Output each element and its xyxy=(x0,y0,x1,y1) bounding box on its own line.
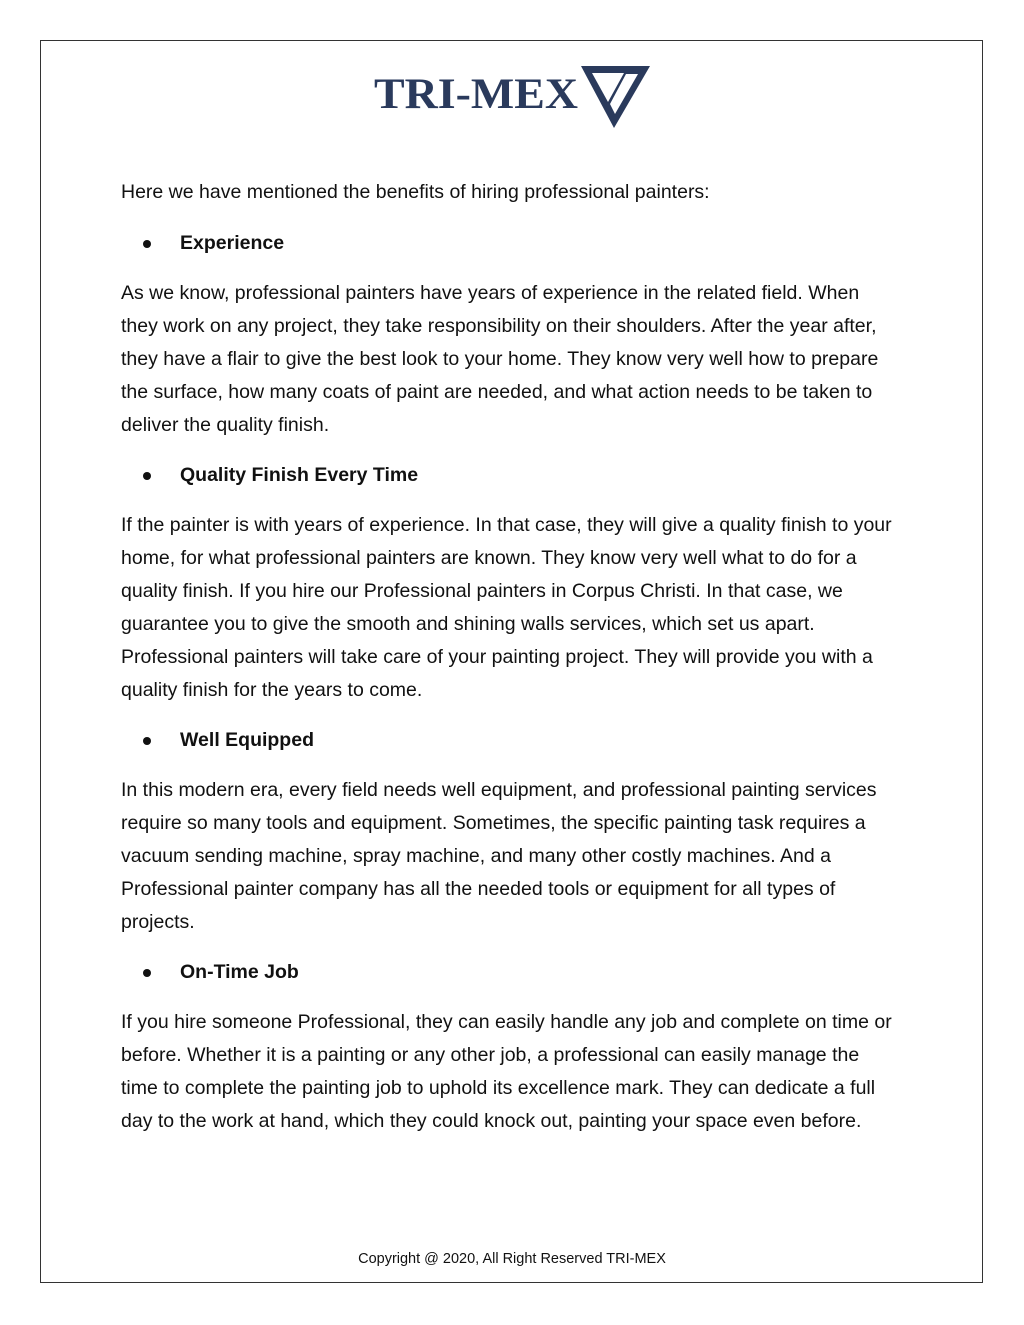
section-heading xyxy=(121,227,901,260)
document-body xyxy=(121,176,901,1155)
section-experience xyxy=(121,227,901,442)
section-heading-text: Experience xyxy=(180,232,285,254)
section-paragraph: If the painter is with years of experience. In that case, they will give a quality finish to your home, for what professional painters are known. They know very well what to do for a quality finish. If you hire our Professional painters in Corpus Christi. In that case, we guarantee you to give the smooth and shining walls services, which set us apart. Professional painters will take care of your painting project. They will provide you with a quality finish for the years to come. xyxy=(121,514,892,701)
bullet-icon xyxy=(143,240,151,248)
section-heading-text: Quality Finish Every Time xyxy=(180,464,419,486)
section-heading xyxy=(121,956,901,989)
section-paragraph: In this modern era, every field needs well equipment, and professional painting services require so many tools and equipment. Sometimes, the specific painting task requires a vacuum sending machine, spray machine, and many other costly machines. And a Professional painter company has all the needed tools or equipment for all types of projects. xyxy=(121,779,877,933)
section-paragraph: As we know, professional painters have years of experience in the related field. When they work on any project, they take responsibility on their shoulders. After the year after, they have a flair to give the best look to your home. They know very well how to prepare the surface, how many coats of paint are needed, and what action needs to be taken to deliver the quality finish. xyxy=(121,282,879,436)
bullet-icon xyxy=(143,737,151,745)
section-well-equipped xyxy=(121,724,901,939)
section-paragraph: If you hire someone Professional, they can easily handle any job and complete on time or before. Whether it is a painting or any other job, a professional can easily manage the time to complete the painting job to uphold its excellence mark. They can dedicate a full day to the work at hand, which they could knock out, painting your space even before. xyxy=(121,1011,892,1132)
section-quality-finish xyxy=(121,459,901,707)
section-heading-text: Well Equipped xyxy=(180,729,314,751)
section-heading xyxy=(121,459,901,492)
section-heading-text: On-Time Job xyxy=(180,961,299,983)
copyright-footer: Copyright @ 2020, All Right Reserved TRI-MEX xyxy=(358,1251,666,1267)
bullet-icon xyxy=(143,472,151,480)
intro-paragraph: Here we have mentioned the benefits of hiring professional painters: xyxy=(121,181,710,203)
tri-mex-logo xyxy=(374,62,650,130)
section-heading xyxy=(121,724,901,757)
section-on-time-job xyxy=(121,956,901,1138)
tri-mex-logo-graphic xyxy=(374,62,650,130)
svg-text:TRI-MEX: TRI-MEX xyxy=(374,71,578,118)
bullet-icon xyxy=(143,969,151,977)
